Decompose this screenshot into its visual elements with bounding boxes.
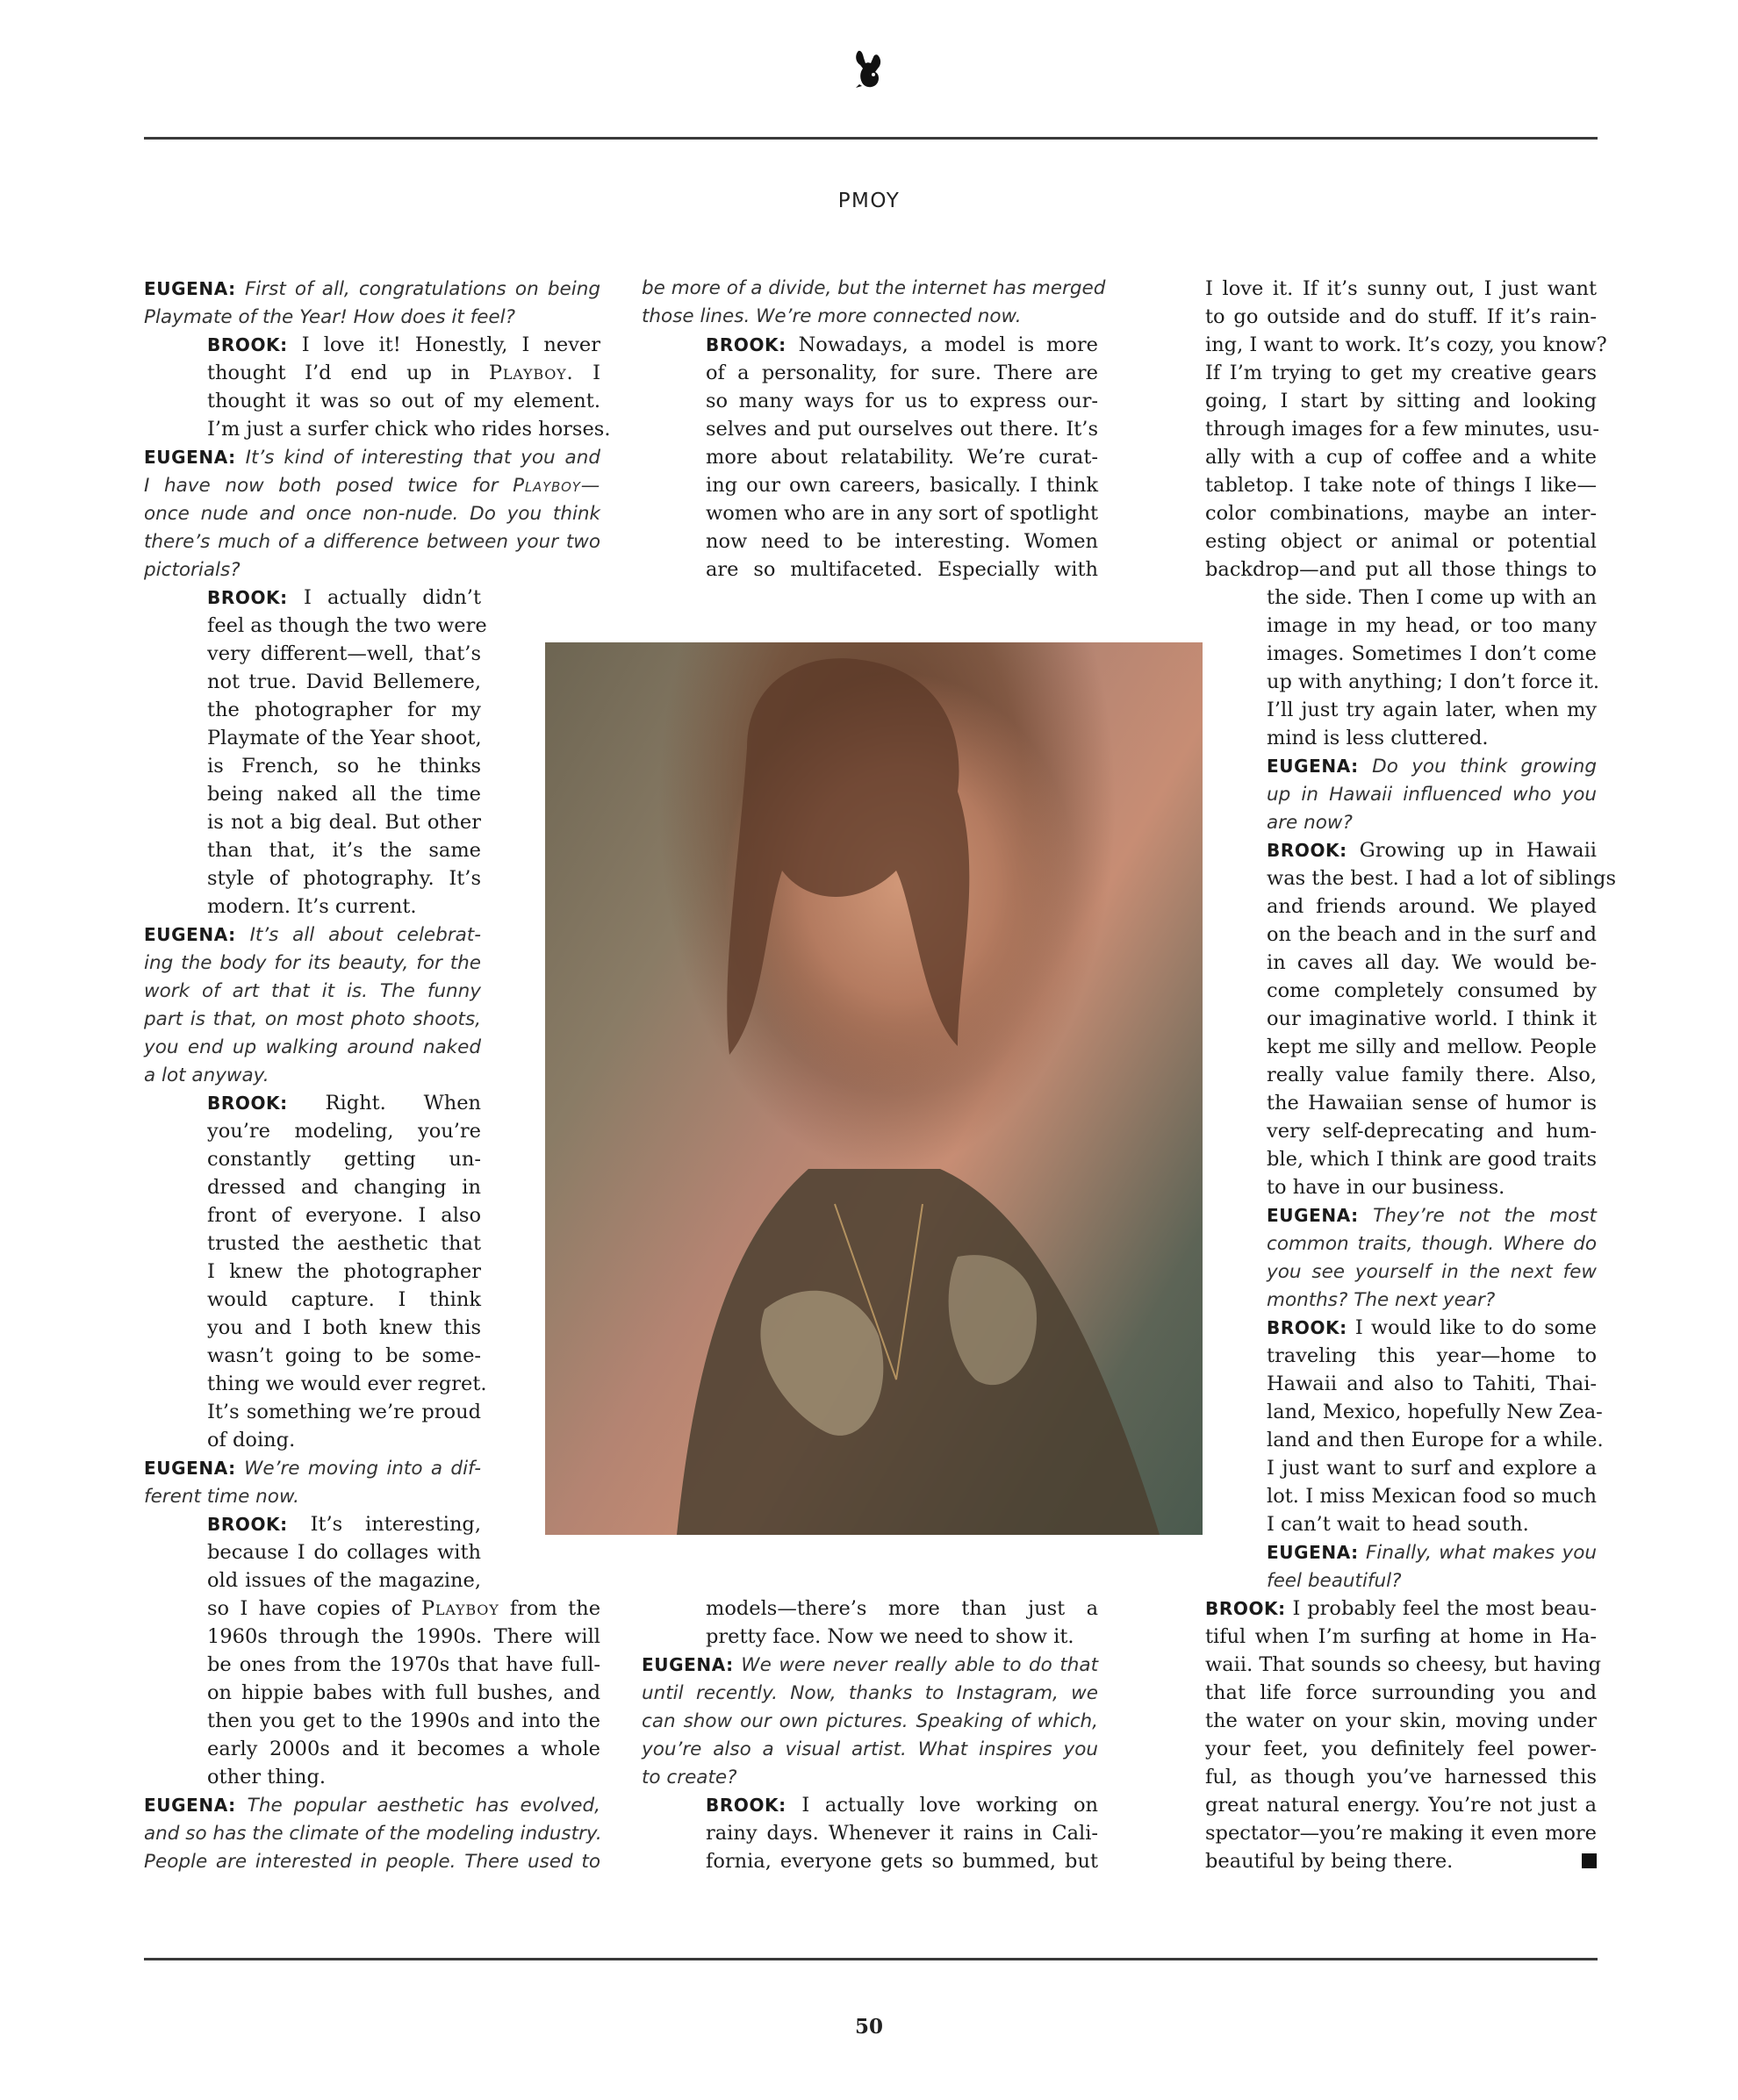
question-paragraph: EUGENA: We’re moving into a dif- ferent time now.: [144, 1458, 481, 1508]
header-rule: [144, 137, 1598, 140]
page-number: 50: [854, 2015, 883, 2039]
portrait-photo: [545, 642, 1203, 1535]
answer-paragraph: the side. Then I come up with an image in my head, or too many images. Sometimes I don’t come up with anything; I don’t force it. I’ll just try again later, when my mind is less cluttered.: [1267, 586, 1600, 749]
answer-paragraph: BROOK: I love it! Honestly, I never thought I’d end up in Playboy. I thought it was so out of my element. I’m just a surfer chick who rides horses.: [207, 333, 611, 441]
answer-paragraph: BROOK: I actually didn’t feel as though the two were very different—well, that’s not true. David Bellemere, the photographer for my Playmate of the Year shoot, is French, so he thinks being naked all the time is not a big deal. But other than that, it’s the same style of photography. It’s modern. It’s current.: [207, 586, 487, 918]
rabbit-head-logo: [851, 49, 887, 90]
question-paragraph: EUGENA: First of all, congratulations on being Playmate of the Year! How does it feel?: [144, 278, 600, 328]
question-paragraph: be more of a divide, but the internet has merged those lines. We’re more connected now.: [642, 277, 1106, 327]
answer-paragraph: BROOK: Growing up in Hawaii was the best. I had a lot of siblings and friends around. We played on the beach and in the surf and in caves all day. We would be- come completely consumed by our imaginative world. I think it kept me silly and mellow. People really value family there. Also, the Hawaiian sense of humor is very self-deprecating and hum- ble, which I think are good traits to have in our business.: [1267, 839, 1616, 1199]
end-mark: [1582, 1853, 1597, 1868]
answer-paragraph: BROOK: I would like to do some traveling this year—home to Hawaii and also to Tahiti, Thai- land, Mexico, hopefully New Zea- land and then Europe for a while. I just want to surf and explore a lot. I miss Mexican food so much I can’t wait to head south.: [1267, 1316, 1604, 1536]
answer-paragraph: BROOK: It’s interesting, because I do collages with old issues of the magazine, so I have copies of Playboy from the 1960s through the 1990s. There will be ones from the 1970s that have full- on hippie babes with full bushes, and then you get to the 1990s and into the early 2000s and it becomes a whole other thing.: [207, 1513, 601, 1788]
question-paragraph: EUGENA: It’s kind of interesting that you and I have now both posed twice for Playboy— once nude and once non-nude. Do you think there’s much of a difference between your two pictorials?: [144, 447, 600, 581]
answer-paragraph: models—there’s more than just a pretty face. Now we need to show it.: [706, 1597, 1098, 1648]
answer-paragraph: BROOK: I actually love working on rainy days. Whenever it rains in Cali- fornia, everyone gets so bummed, but: [706, 1794, 1098, 1873]
question-paragraph: EUGENA: Finally, what makes you feel beautiful?: [1267, 1542, 1597, 1592]
question-paragraph: EUGENA: We were never really able to do that until recently. Now, thanks to Instagram, we can show our own pictures. Speaking of which, you’re also a visual artist. What inspires you to create?: [642, 1654, 1098, 1788]
footer-rule: [144, 1958, 1598, 1960]
question-paragraph: EUGENA: Do you think growing up in Hawaii influenced who you are now?: [1267, 756, 1597, 834]
question-paragraph: EUGENA: It’s all about celebrat- ing the body for its beauty, for the work of art that it is. The funny part is that, on most photo shoots, you end up walking around naked a lot anyway.: [144, 924, 481, 1086]
answer-paragraph: I love it. If it’s sunny out, I just want to go outside and do stuff. If it’s rain- ing, I want to work. It’s cozy, you know? If I’m trying to get my creative gears going, I start by sitting and looking through images for a few minutes, usu- ally with a cup of coffee and a white tabletop. I take note of things I like— color combinations, maybe an inter- esting object or animal or potential backdrop—and put all those things to: [1205, 277, 1607, 581]
answer-paragraph: BROOK: I probably feel the most beau- tiful when I’m surfing at home in Ha- waii. That sounds so cheesy, but having that life force surrounding you and the water on your skin, moving under your feet, you definitely feel power- ful, as though you’ve harnessed this great natural energy. You’re not just a spectator—you’re making it even more beautiful by being there.: [1205, 1597, 1601, 1873]
question-paragraph: EUGENA: They’re not the most common traits, though. Where do you see yourself in the next few months? The next year?: [1267, 1205, 1597, 1311]
section-label: PMOY: [837, 190, 901, 212]
question-paragraph: EUGENA: The popular aesthetic has evolved, and so has the climate of the modeling industry. People are interested in people. There used to: [144, 1795, 602, 1873]
answer-paragraph: BROOK: Nowadays, a model is more of a personality, for sure. There are so many ways for us to express our- selves and put ourselves out there. It’s more about relatability. We’re curat- ing our own careers, basically. I think women who are in any sort of spotlight now need to be interesting. Women are so multifaceted. Especially with: [706, 333, 1098, 581]
answer-paragraph: BROOK: Right. When you’re modeling, you’re constantly getting un- dressed and changing in front of everyone. I also trusted the aesthetic that I knew the photographer would capture. I think you and I both knew this wasn’t going to be some- thing we would ever regret. It’s something we’re proud of doing.: [207, 1092, 487, 1451]
